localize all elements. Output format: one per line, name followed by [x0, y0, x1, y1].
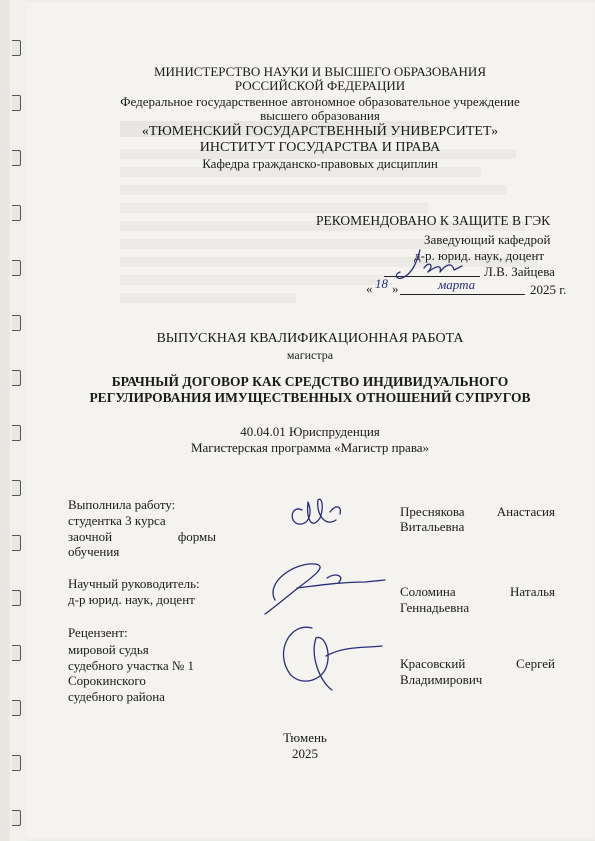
binding-hole	[12, 755, 21, 771]
binding-hole	[12, 40, 21, 56]
author-first-name: Анастасия	[496, 504, 555, 519]
ministry-line2: РОССИЙСКОЙ ФЕДЕРАЦИИ	[234, 78, 406, 93]
institute-name: ИНСТИТУТ ГОСУДАРСТВА И ПРАВА	[199, 140, 441, 155]
author-signature	[280, 490, 360, 534]
supervisor-label-1: Научный руководитель:	[68, 576, 200, 591]
department-name: Кафедра гражданско-правовых дисциплин	[202, 156, 438, 171]
binding-hole	[12, 425, 21, 441]
author-name-line1	[400, 504, 555, 519]
binding-hole	[12, 535, 21, 551]
supervisor-surname: Соломина	[400, 584, 456, 599]
reviewer-label-4: Сорокинского	[68, 673, 146, 688]
footer-year: 2025	[292, 746, 318, 761]
author-label-1: Выполнила работу:	[68, 497, 176, 512]
work-title-line1: БРАЧНЫЙ ДОГОВОР КАК СРЕДСТВО ИНДИВИДУАЛЬНОГО	[111, 374, 509, 389]
binding-hole	[12, 205, 21, 221]
author-patronymic: Витальевна	[400, 519, 465, 534]
reviewer-surname: Красовский	[400, 656, 466, 671]
supervisor-name-line1	[400, 584, 555, 599]
binding-hole	[12, 645, 21, 661]
document-page	[10, 0, 595, 841]
binding-hole	[12, 480, 21, 496]
head-name: Л.В. Зайцева	[484, 264, 555, 279]
author-label-4: обучения	[68, 544, 120, 559]
author-label-3a: заочной	[68, 529, 113, 544]
author-label-2: студентка 3 курса	[68, 513, 166, 528]
supervisor-first-name: Наталья	[510, 584, 555, 599]
binding-hole	[12, 370, 21, 386]
author-label-3b: формы	[177, 529, 216, 544]
institution-line1: Федеральное государственное автономное образовательное учреждение	[120, 94, 520, 109]
supervisor-patronymic: Геннадьевна	[400, 600, 470, 615]
binding-hole	[12, 590, 21, 606]
work-degree: магистра	[286, 348, 334, 362]
reviewer-label-3: судебного участка № 1	[68, 658, 195, 673]
supervisor-label-2: д-р юрид. наук, доцент	[68, 592, 195, 607]
binding-hole	[12, 95, 21, 111]
reviewer-name-line1	[400, 656, 555, 671]
reviewer-label-5: судебного района	[68, 689, 165, 704]
institution-line2: высшего образования	[260, 108, 380, 123]
head-degree: д-р. юрид. наук, доцент	[414, 248, 545, 263]
reviewer-label-1: Рецензент:	[68, 625, 128, 640]
ministry-line1: МИНИСТЕРСТВО НАУКИ И ВЫСШЕГО ОБРАЗОВАНИЯ	[153, 64, 486, 79]
date-year: 2025 г.	[530, 282, 567, 297]
binding-hole	[12, 700, 21, 716]
author-surname: Преснякова	[400, 504, 465, 519]
work-type: ВЫПУСКНАЯ КВАЛИФИКАЦИОННАЯ РАБОТА	[156, 331, 464, 346]
binding-hole	[12, 150, 21, 166]
date-day: 18	[375, 276, 388, 291]
date-quote-close: »	[392, 281, 399, 296]
binding-hole	[12, 810, 21, 826]
reviewer-signature	[260, 612, 390, 696]
binding-strip	[10, 0, 26, 841]
work-title-line2: РЕГУЛИРОВАНИЯ ИМУЩЕСТВЕННЫХ ОТНОШЕНИЙ СУПРУГОВ	[89, 390, 531, 405]
binding-hole	[12, 315, 21, 331]
program-name: Магистерская программа «Магистр права»	[190, 440, 430, 455]
recommended-heading: РЕКОМЕНДОВАНО К ЗАЩИТЕ В ГЭК	[316, 213, 551, 228]
reviewer-label-2: мировой судья	[68, 642, 149, 657]
date-month: марта	[438, 277, 476, 292]
date-quote-open: «	[366, 281, 373, 296]
author-label-3	[68, 529, 216, 544]
specialty: 40.04.01 Юриспруденция	[240, 424, 380, 439]
binding-hole	[12, 260, 21, 276]
footer-city: Тюмень	[283, 730, 327, 745]
university-name: «ТЮМЕНСКИЙ ГОСУДАРСТВЕННЫЙ УНИВЕРСИТЕТ»	[141, 124, 499, 139]
head-title: Заведующий кафедрой	[424, 232, 551, 247]
reviewer-patronymic: Владимирович	[400, 672, 483, 687]
date-month-line	[400, 294, 525, 295]
reviewer-first-name: Сергей	[516, 656, 555, 671]
